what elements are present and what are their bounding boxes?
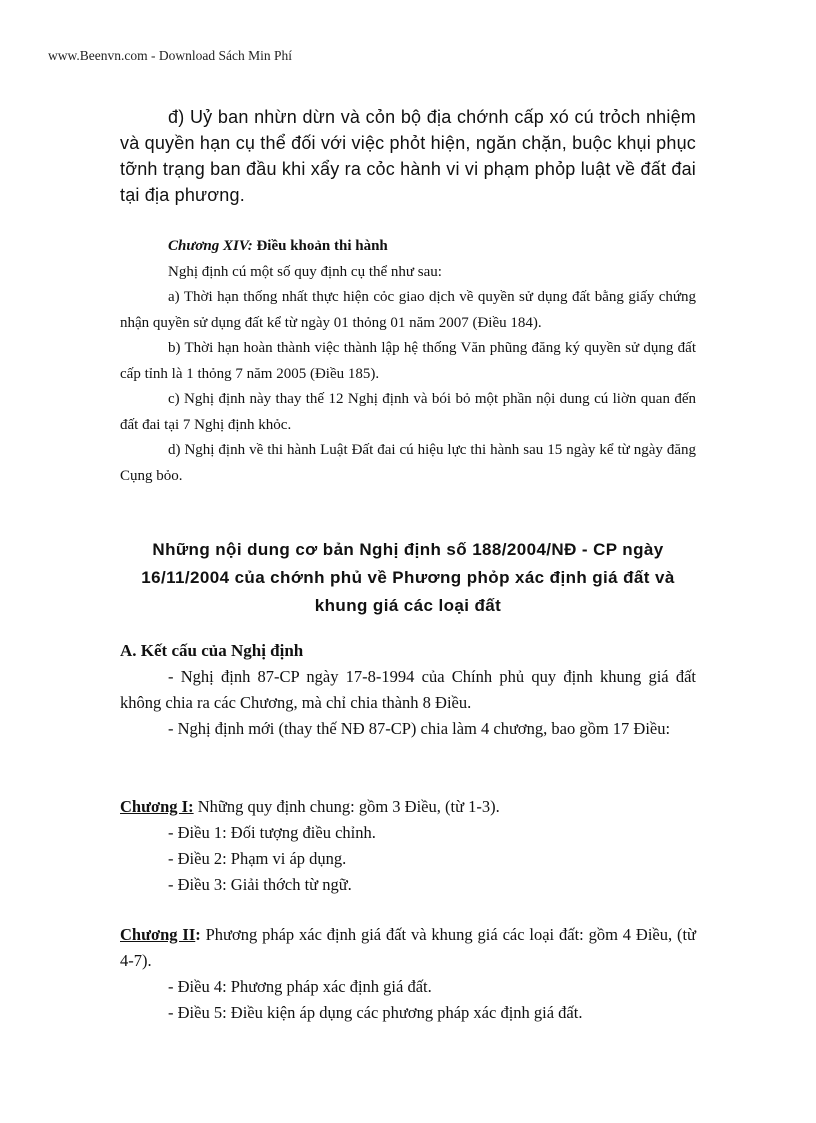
- page-header-source: www.Beenvn.com - Download Sách Min Phí: [48, 48, 292, 63]
- chapter-1-section: [120, 794, 696, 898]
- chapter-2-label: Chương II: [120, 925, 196, 944]
- chapter-2-colon: :: [195, 925, 201, 944]
- chapter-2-item: - Điều 4: Phương pháp xác định giá đất.: [168, 977, 432, 996]
- chapter-14-label: Chương XIV:: [168, 238, 253, 254]
- chapter-14-paragraph: c) Nghị định này thay thế 12 Nghị định và bói bỏ một phần nội dung cú liờn quan đến đất đai tại 7 Nghị định khỏc.: [120, 391, 696, 433]
- chapter-1-heading: [120, 794, 696, 820]
- chapter-1-item: - Điều 1: Đối tượng điều chỉnh.: [168, 823, 376, 842]
- chapter-14-title: Điều khoản thi hành: [252, 238, 388, 254]
- chapter-14-paragraph: a) Thời hạn thống nhất thực hiện cỏc giao dịch về quyền sử dụng đất bằng giấy chứng nhận quyền sử dụng đất kể từ ngày 01 thỏng 01 năm 2007 (Điều 184).: [120, 289, 696, 331]
- chapter-2-heading: [120, 922, 696, 974]
- section-a-paragraph: - Nghị định 87-CP ngày 17-8-1994 của Chính phủ quy định khung giá đất không chia ra các Chương, mà chỉ chia thành 8 Điều.: [120, 667, 696, 712]
- chapter-14-paragraph: b) Thời hạn hoàn thành việc thành lập hệ thống Văn phũng đăng ký quyền sử dụng đất cấp tỉnh là 1 thỏng 7 năm 2005 (Điều 185).: [120, 340, 696, 382]
- lead-paragraph-block: [120, 104, 696, 208]
- section-a: [120, 638, 696, 742]
- chapter-1-label: Chương I:: [120, 797, 194, 816]
- chapter-14-paragraph: d) Nghị định về thi hành Luật Đất đai cú hiệu lực thi hành sau 15 ngày kể từ ngày đăng Cụng bỏo.: [120, 442, 696, 484]
- section-a-heading: A. Kết cấu của Nghị định: [120, 641, 304, 660]
- section-a-paragraph: - Nghị định mới (thay thế NĐ 87-CP) chia làm 4 chương, bao gồm 17 Điều:: [168, 719, 671, 738]
- chapter-2-item: - Điều 5: Điều kiện áp dụng các phương pháp xác định giá đất.: [168, 1003, 583, 1022]
- chapter-2-text: Phương pháp xác định giá đất và khung giá các loại đất: gồm 4 Điều, (từ 4-7).: [120, 925, 696, 970]
- chapter-1-item: - Điều 2: Phạm vi áp dụng.: [168, 849, 347, 868]
- chapter-14-heading: [120, 234, 696, 260]
- section-title: Những nội dung cơ bản Nghị định số 188/2004/NĐ - CP ngày 16/11/2004 của chớnh phủ về Phương phỏp xác định giá đất và khung giá các loại đất: [141, 540, 675, 615]
- chapter-1-text: Những quy định chung: gồm 3 Điều, (từ 1-3).: [193, 797, 500, 816]
- chapter-1-item: - Điều 3: Giải thớch từ ngữ.: [168, 875, 352, 894]
- chapter-14-paragraph: Nghị định cú một số quy định cụ thể như sau:: [168, 263, 442, 280]
- chapter-14-section: [120, 234, 696, 489]
- lead-paragraph: đ) Uỷ ban nhừn dừn và cỏn bộ địa chớnh cấp xó cú trỏch nhiệm và quyền hạn cụ thể đối với việc phỏt hiện, ngăn chặn, buộc khụi phục tỡnh trạng ban đầu khi xẩy ra cỏc hành vi vi phạm phỏp luật về đất đai tại địa phương.: [120, 107, 696, 205]
- chapter-2-section: [120, 922, 696, 1026]
